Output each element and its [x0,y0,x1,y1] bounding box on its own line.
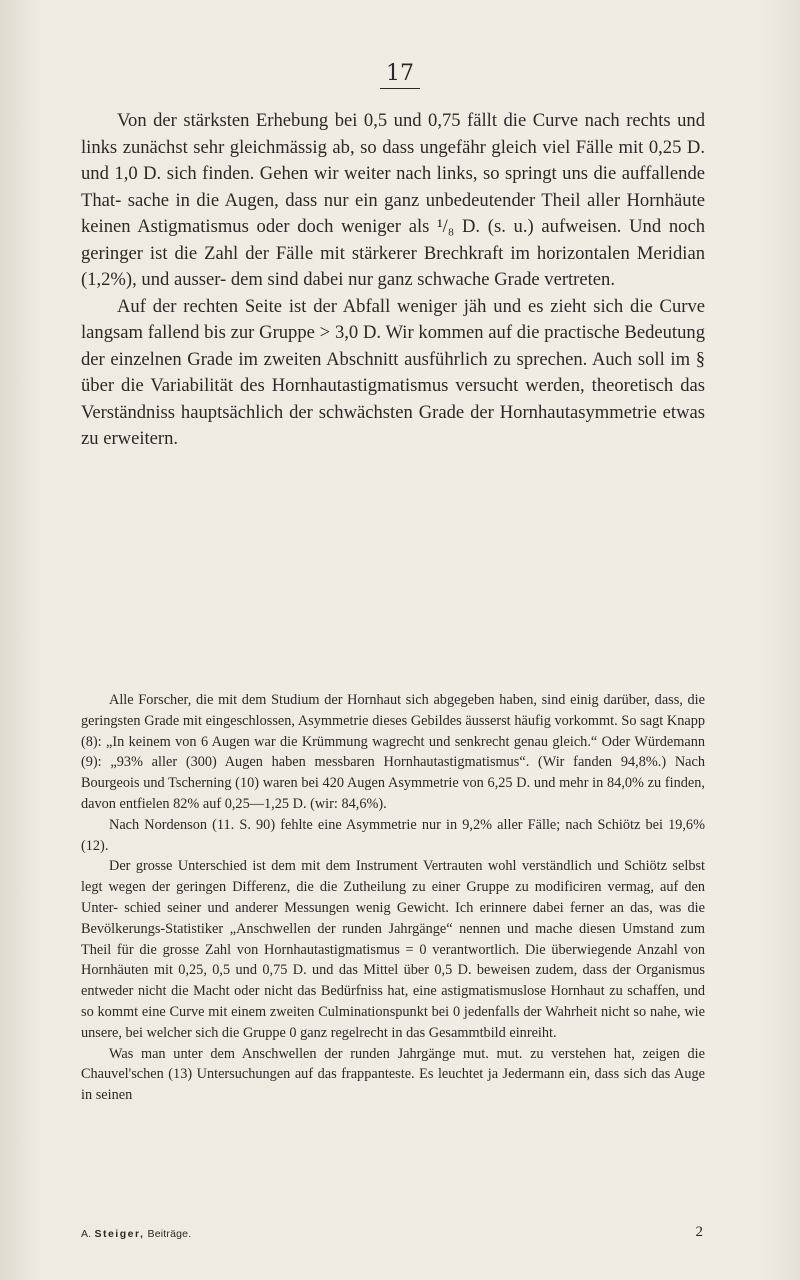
footer-author: Steiger, [94,1228,145,1240]
footnote-text [81,690,705,1106]
paragraph: Was man unter dem Anschwellen der runden Jahrgänge mut. mut. zu verstehen hat, zeigen die Chauvel'schen (13) Untersuchungen auf das frappanteste. Es leuchtet ja Jedermann ein, dass sich das Auge in seinen [81,1045,705,1104]
paragraph: Alle Forscher, die mit dem Studium der Hornhaut sich abgegeben haben, sind einig darüber, dass, die geringsten Grade mit eingeschlossen, Asymmetrie dieses Gebildes äusserst häufig vorkommt. So sagt Knapp (8): „In keinem von 6 Augen war die Krümmung wagrecht und senkrecht genau gleich.“ Oder Würdemann (9): „93% aller (300) Augen haben messbaren Hornhautastigmatismus“. (Wir fanden 94,8%.) Nach Bourgeois und Tscherning (10) waren bei 420 Augen Asymmetrie von 6,25 D. und mehr in 84,0% zu finden, davon entfielen 82% auf 0,25—1,25 D. (wir: 84,6%). [81,692,705,812]
footer-author-title [81,1228,191,1240]
paragraph: Nach Nordenson (11. S. 90) fehlte eine Asymmetrie nur in 9,2% aller Fälle; nach Schiötz bei 19,6% (12). [81,816,705,854]
paragraph: Der grosse Unterschied ist dem mit dem Instrument Vertrauten wohl verständlich und Schiötz selbst legt wegen der geringen Differenz, die die Zutheilung zu einer Gruppe zu modificiren vermag, auf den Unter- schied seiner und anderer Messungen wenig Gewicht. Ich erinnere dabei ferner an das, was die Bevölkerungs-Statistiker „Anschwellen der runden Jahrgänge“ nennen und mache diesen Umstand zum Theil für die grosse Zahl von Hornhautastigmatismus = 0 verantwortlich. Die überwiegende Anzahl von Hornhäuten mit 0,25, 0,5 und 0,75 D. und das Mittel über 0,5 D. beweisen zudem, dass der Organismus entweder nicht die Macht oder nicht das Bedürfniss hat, eine astigmatismuslose Hornhaut zu schaffen, und so kommt eine Curve mit einem zweiten Culminationspunkt bei 0 jedenfalls der Wahrheit nicht so nahe, wie unsere, bei welcher sich die Gruppe 0 ganz regelrecht in das Gesammtbild einreiht. [81,858,705,1041]
main-text [81,108,705,453]
paragraph: Auf der rechten Seite ist der Abfall weniger jäh und es zieht sich die Curve langsam fallend bis zur Gruppe > 3,0 D. Wir kommen auf die practische Bedeutung der einzelnen Grade im zweiten Abschnitt ausführlich zu sprechen. Auch soll im § über die Variabilität des Hornhautastigmatismus versucht werden, theoretisch das Verständniss hauptsächlich der schwächsten Grade der Hornhautasymmetrie etwas zu erweitern. [81,295,705,449]
page-footer [81,1226,705,1246]
footer-initial: A. [81,1228,92,1240]
sheet-signature: 2 [695,1224,703,1240]
paragraph: Von der stärksten Erhebung bei 0,5 und 0,75 fällt die Curve nach rechts und links zunächst sehr gleichmässig ab, so dass ungefähr gleich viel Fälle mit 0,25 D. und 1,0 D. sich finden. Gehen wir weiter nach links, so springt uns die auffallende That- sache in die Augen, dass nur ein ganz unbedeutender Theil aller Hornhäute keinen Astigmatismus oder doch weniger als ¹/₈ D. (s. u.) aufweisen. Und noch geringer ist die Zahl der Fälle mit stärkerer Brechkraft im horizontalen Meridian (1,2%), und ausser- dem sind dabei nur ganz schwache Grade vertreten. [81,110,705,290]
page-number: 17 [330,62,470,89]
footer-title: Beiträge. [147,1228,192,1240]
